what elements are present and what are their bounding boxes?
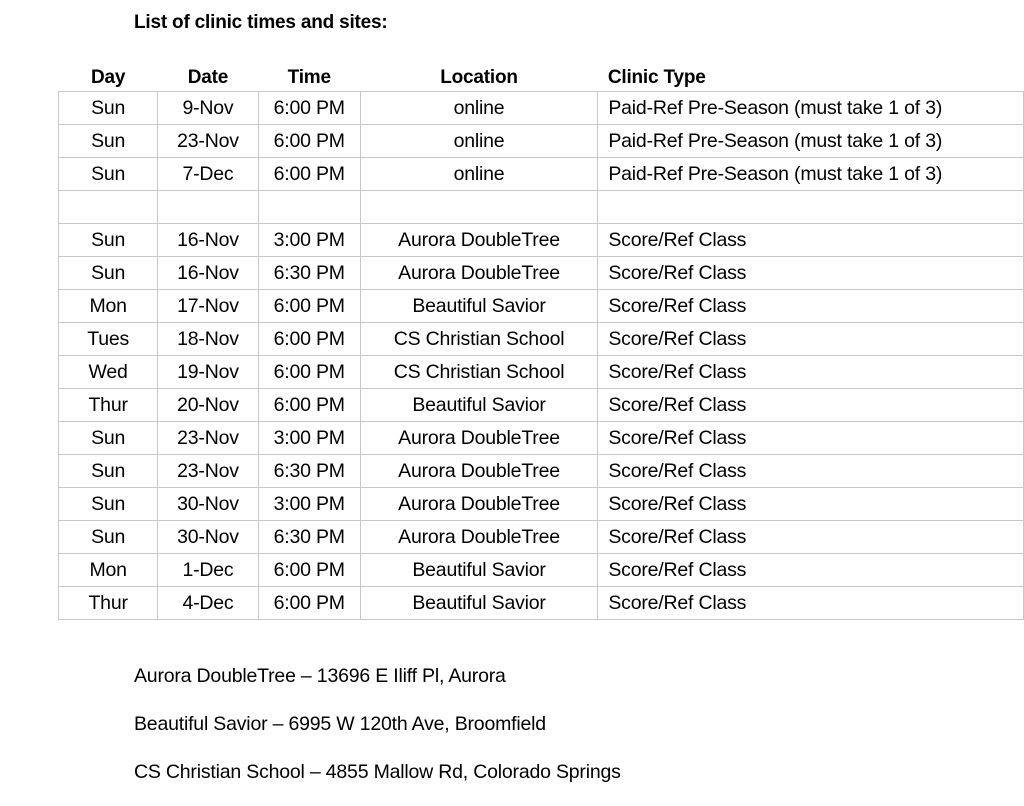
table-row [59,521,1024,554]
cell-day: Wed [59,356,158,389]
cell-date: 20-Nov [158,389,258,422]
column-header-day: Day [90,67,126,88]
cell-time: 6:00 PM [258,158,360,191]
cell-time: 3:00 PM [258,422,360,455]
cell-time: 6:00 PM [258,356,360,389]
table-header-row [59,58,1024,92]
cell-location: Beautiful Savior [360,290,598,323]
cell-date: 19-Nov [158,356,258,389]
cell-clinic-type: Score/Ref Class [598,422,1024,455]
column-header-date: Date [187,67,229,88]
cell-day: Sun [59,125,158,158]
column-header-location: Location [440,67,518,88]
cell-day: Sun [59,521,158,554]
cell-location: online [360,158,598,191]
cell-location: Beautiful Savior [360,554,598,587]
table-row [59,389,1024,422]
cell-location: Aurora DoubleTree [360,224,598,257]
cell-location: Beautiful Savior [360,587,598,620]
clinic-schedule-table [58,58,1024,620]
cell-date: 7-Dec [158,158,258,191]
table-row [59,191,1024,224]
cell-clinic-type: Score/Ref Class [598,488,1024,521]
table-row [59,323,1024,356]
cell-location: online [360,92,598,125]
address-cs-christian-school: CS Christian School – 4855 Mallow Rd, Colorado Springs [134,761,621,783]
cell-clinic-type: Paid-Ref Pre-Season (must take 1 of 3) [598,125,1024,158]
cell-date: 23-Nov [158,422,258,455]
cell-date: 18-Nov [158,323,258,356]
cell-location: Aurora DoubleTree [360,257,598,290]
address-aurora-doubletree: Aurora DoubleTree – 13696 E Iliff Pl, Aurora [134,665,506,687]
cell-location: online [360,125,598,158]
table-row [59,356,1024,389]
cell-day: Thur [59,587,158,620]
cell-date: 17-Nov [158,290,258,323]
column-header-time: Time [287,67,331,88]
cell-day: Sun [59,257,158,290]
cell-day: Sun [59,224,158,257]
cell-clinic-type: Score/Ref Class [598,521,1024,554]
table-row [59,158,1024,191]
table-row [59,224,1024,257]
table-body [59,92,1024,620]
table-row [59,257,1024,290]
cell-day: Tues [59,323,158,356]
cell-day [59,191,158,224]
cell-clinic-type: Score/Ref Class [598,389,1024,422]
cell-clinic-type: Score/Ref Class [598,290,1024,323]
cell-date: 23-Nov [158,455,258,488]
table-row [59,554,1024,587]
cell-time: 6:00 PM [258,554,360,587]
cell-clinic-type: Score/Ref Class [598,356,1024,389]
cell-clinic-type: Score/Ref Class [598,554,1024,587]
table-row [59,587,1024,620]
table-row [59,422,1024,455]
cell-date: 23-Nov [158,125,258,158]
cell-time: 6:00 PM [258,92,360,125]
table-row [59,488,1024,521]
table-row [59,92,1024,125]
address-beautiful-savior: Beautiful Savior – 6995 W 120th Ave, Broomfield [134,713,546,735]
cell-date: 16-Nov [158,257,258,290]
cell-date: 1-Dec [158,554,258,587]
table-row [59,125,1024,158]
cell-time: 6:00 PM [258,389,360,422]
cell-time: 6:00 PM [258,125,360,158]
cell-location: CS Christian School [360,323,598,356]
cell-clinic-type: Paid-Ref Pre-Season (must take 1 of 3) [598,158,1024,191]
cell-day: Sun [59,488,158,521]
cell-location: CS Christian School [360,356,598,389]
cell-location: Beautiful Savior [360,389,598,422]
cell-time: 3:00 PM [258,488,360,521]
cell-date: 9-Nov [158,92,258,125]
cell-day: Sun [59,422,158,455]
cell-clinic-type [598,191,1024,224]
cell-location [360,191,598,224]
cell-date: 16-Nov [158,224,258,257]
table-row [59,455,1024,488]
page-title: List of clinic times and sites: [134,12,388,33]
cell-day: Sun [59,455,158,488]
cell-date [158,191,258,224]
cell-time: 6:00 PM [258,323,360,356]
cell-day: Mon [59,554,158,587]
cell-clinic-type: Score/Ref Class [598,224,1024,257]
cell-time: 6:00 PM [258,290,360,323]
cell-location: Aurora DoubleTree [360,521,598,554]
cell-date: 30-Nov [158,488,258,521]
cell-location: Aurora DoubleTree [360,488,598,521]
cell-day: Sun [59,158,158,191]
cell-time: 6:30 PM [258,455,360,488]
cell-date: 30-Nov [158,521,258,554]
table-row [59,290,1024,323]
cell-time: 6:30 PM [258,257,360,290]
cell-clinic-type: Score/Ref Class [598,257,1024,290]
cell-location: Aurora DoubleTree [360,422,598,455]
cell-location: Aurora DoubleTree [360,455,598,488]
cell-day: Mon [59,290,158,323]
cell-clinic-type: Score/Ref Class [598,455,1024,488]
cell-clinic-type: Score/Ref Class [598,587,1024,620]
cell-clinic-type: Paid-Ref Pre-Season (must take 1 of 3) [598,92,1024,125]
cell-day: Thur [59,389,158,422]
cell-clinic-type: Score/Ref Class [598,323,1024,356]
cell-time: 3:00 PM [258,224,360,257]
column-header-clinic-type: Clinic Type [607,67,706,88]
cell-day: Sun [59,92,158,125]
cell-time [258,191,360,224]
cell-time: 6:30 PM [258,521,360,554]
cell-date: 4-Dec [158,587,258,620]
cell-time: 6:00 PM [258,587,360,620]
